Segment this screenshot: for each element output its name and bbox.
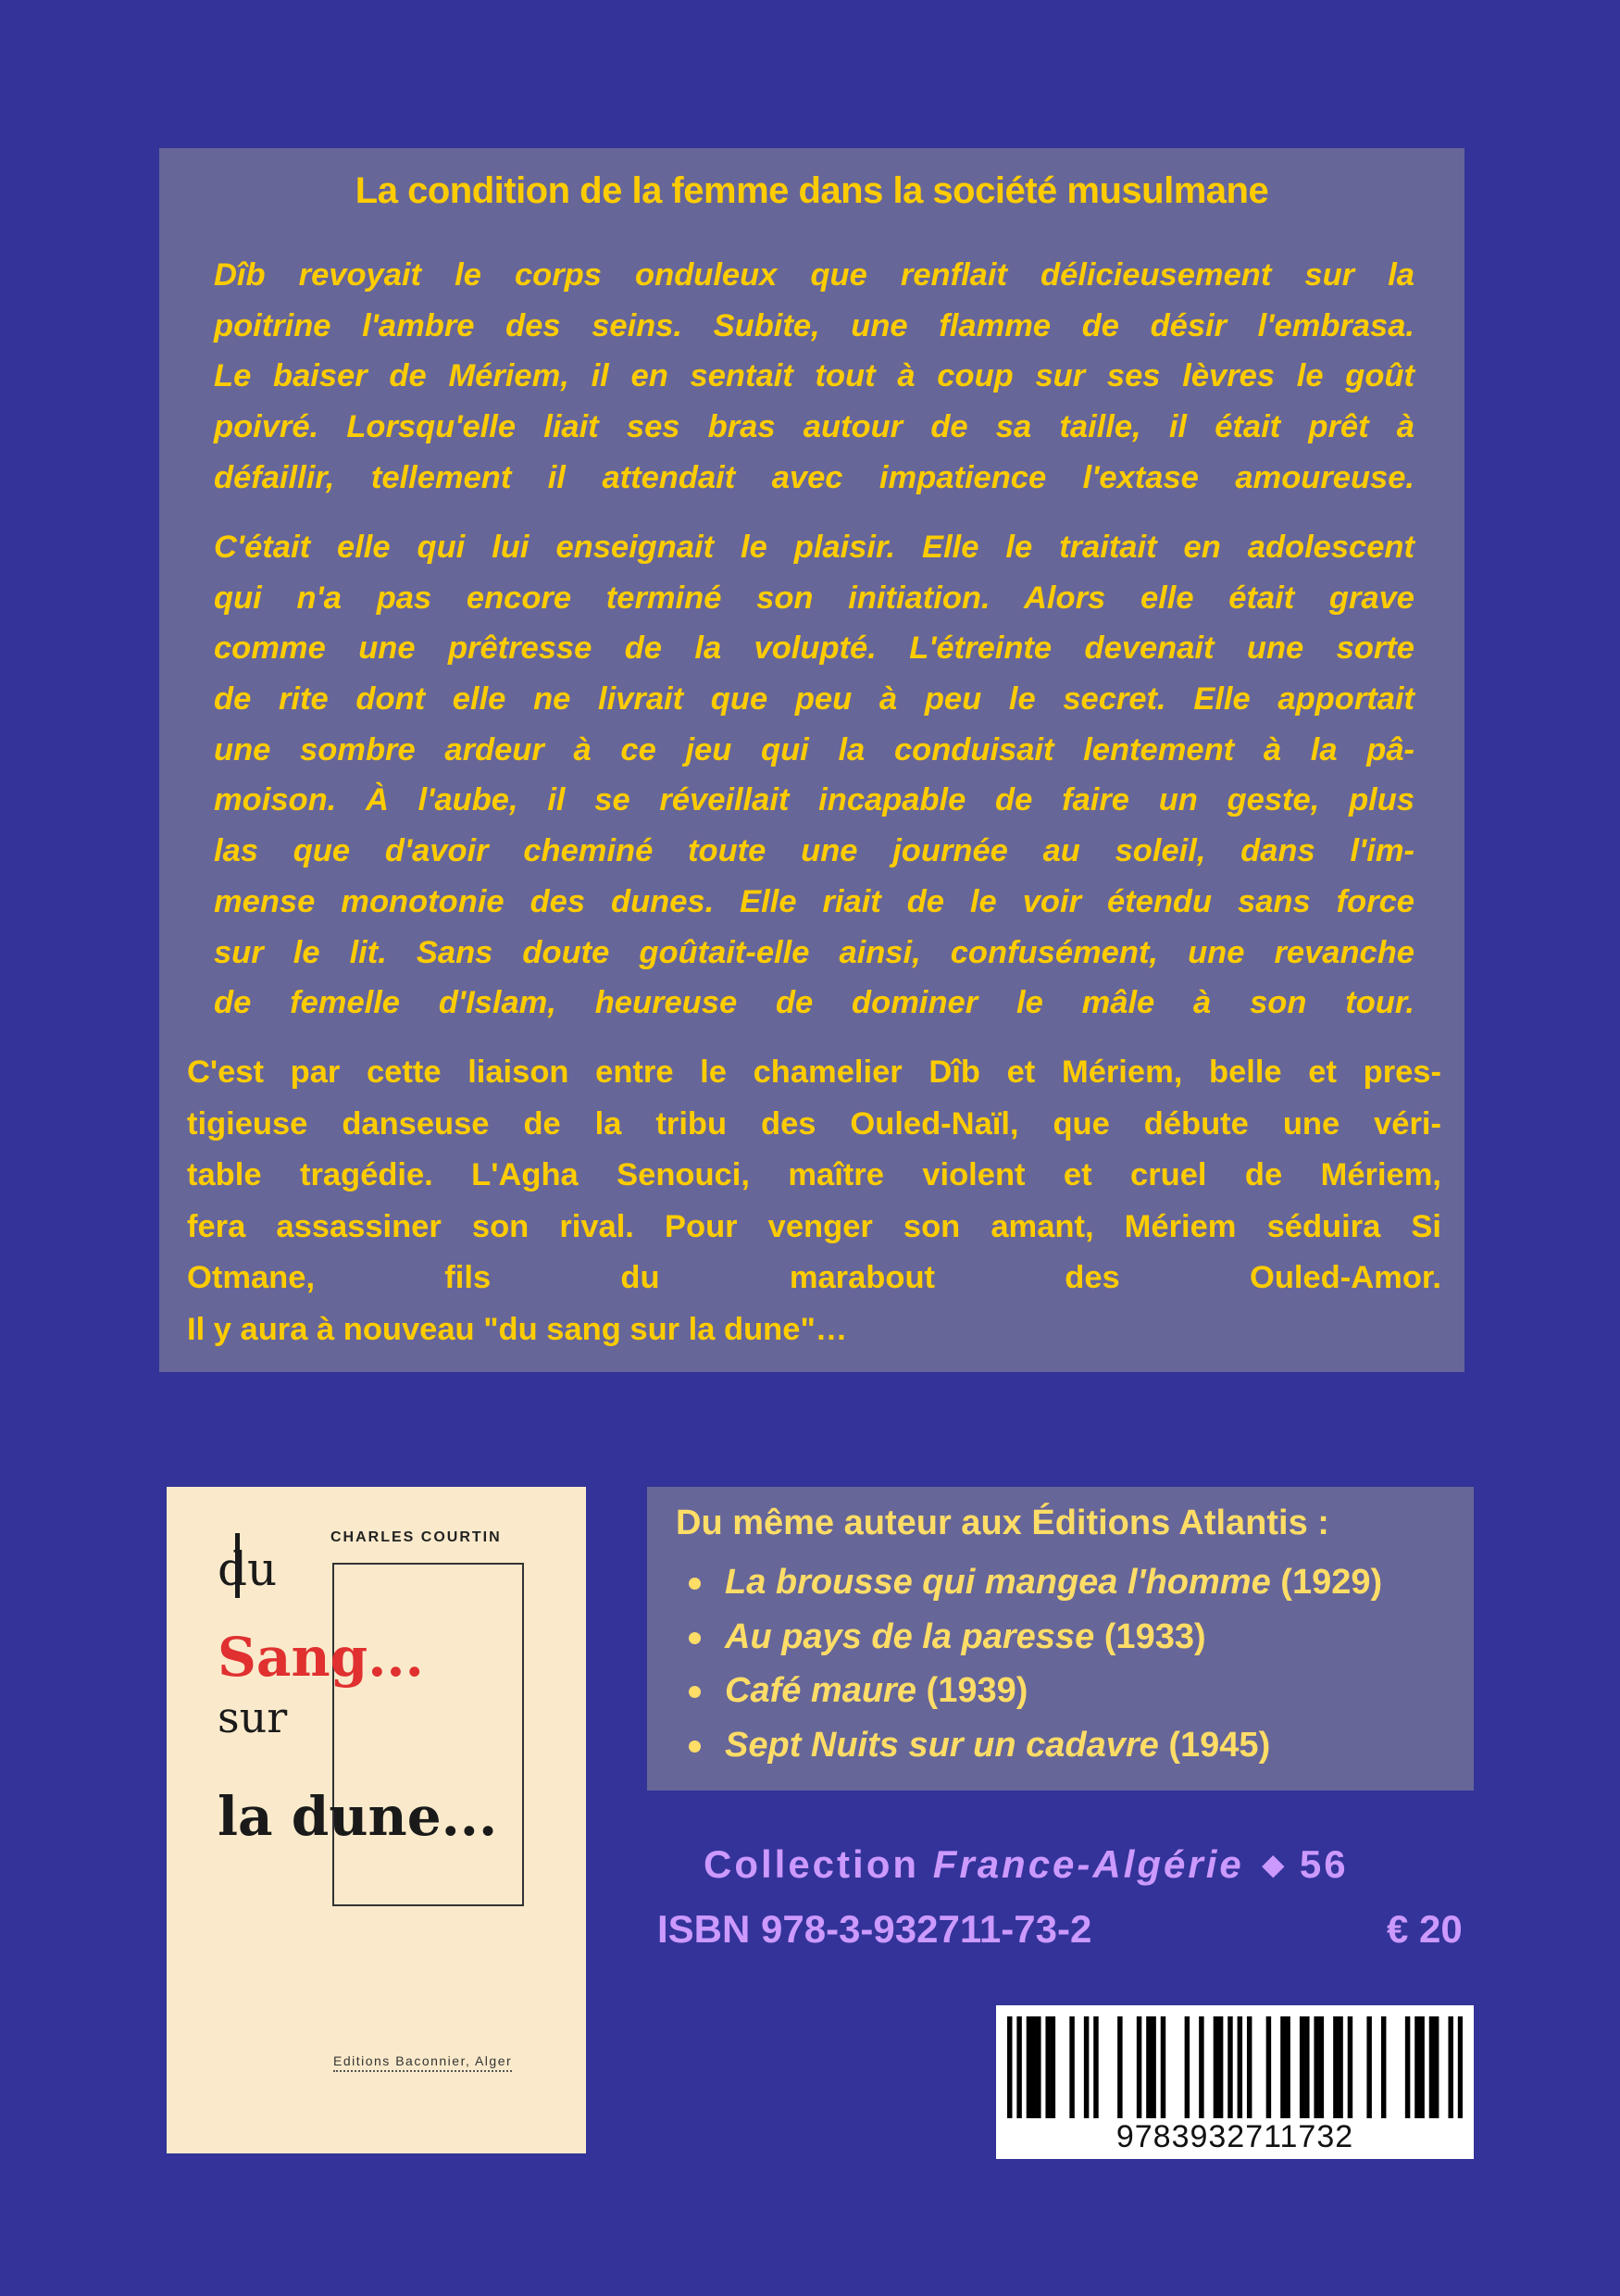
barcode-bar [1031, 2016, 1036, 2118]
text-line: las que d'avoir cheminé toute une journée au soleil, dans l'im- [214, 833, 1414, 869]
barcode-bar [1419, 2016, 1424, 2118]
text-line: tigieuse danseuse de la tribu des Ouled-Naïl, que débute une véri- [187, 1105, 1441, 1142]
work-title: Sept Nuits sur un cadavre [725, 1725, 1159, 1765]
barcode-bars [1007, 2016, 1463, 2118]
barcode-bar [1036, 2016, 1041, 2118]
barcode-bar [1448, 2016, 1452, 2118]
barcode-bar [1319, 2016, 1324, 2118]
barcode-bar [1300, 2016, 1304, 2118]
barcode-bar [1084, 2016, 1089, 2118]
text-line: C'est par cette liaison entre le chamelier Dîb et Mériem, belle et pres- [187, 1054, 1441, 1090]
list-item [676, 1555, 1382, 1610]
barcode-bar [1199, 2016, 1203, 2118]
work-year: (1945) [1168, 1725, 1271, 1765]
quote-paragraph-1 [214, 250, 1414, 503]
list-item [676, 1610, 1382, 1665]
blurb-title: La condition de la femme dans la société musulmane [355, 170, 1269, 211]
barcode-bar [1405, 2016, 1410, 2118]
barcode-bar [1333, 2016, 1338, 2118]
barcode-bar [1458, 2016, 1463, 2118]
text-line: poitrine l'ambre des seins. Subite, une flamme de désir l'embrasa. [214, 307, 1414, 343]
work-year: (1929) [1280, 1563, 1383, 1602]
barcode-bar [1414, 2016, 1419, 2118]
book-cover-image [167, 1487, 586, 2153]
other-works-list [676, 1555, 1382, 1772]
barcode-bar [1093, 2016, 1098, 2118]
text-line: de femelle d'Islam, heureuse de dominer le mâle à son tour. [214, 985, 1414, 1021]
cover-frame [332, 1563, 524, 1906]
text-line: moison. À l'aube, il se réveillait incapable de faire un geste, plus [214, 782, 1414, 818]
barcode-bar [1045, 2016, 1050, 2118]
cover-author: CHARLES COURTIN [330, 1529, 502, 1545]
barcode-bar [1314, 2016, 1318, 2118]
work-year: (1933) [1103, 1616, 1206, 1656]
bullet-icon [689, 1632, 701, 1644]
blurb-panel [159, 148, 1464, 1372]
bullet-icon [689, 1578, 701, 1590]
barcode-bar [1016, 2016, 1021, 2118]
work-title: Au pays de la paresse [725, 1616, 1095, 1656]
barcode-bar [1338, 2016, 1342, 2118]
bullet-icon [689, 1686, 701, 1698]
barcode-bar [1151, 2016, 1155, 2118]
text-line: qui n'a pas encore terminé son initiation. Alors elle était grave [214, 580, 1414, 616]
text-line: de rite dont elle ne livrait que peu à peu le secret. Elle apportait [214, 681, 1414, 718]
text-line: poivré. Lorsqu'elle liait ses bras autour de sa taille, il était prêt à [214, 409, 1414, 445]
barcode-bar [1429, 2016, 1434, 2118]
cover-word-la-dune: la dune... [218, 1785, 498, 1848]
text-line: mense monotonie des dunes. Elle riait de le voir étendu sans force [214, 883, 1414, 919]
collection-label: Collection [704, 1842, 920, 1886]
barcode-bar [1137, 2016, 1141, 2118]
text-line: une sombre ardeur à ce jeu qui la conduisait lentement à la pâ- [214, 731, 1414, 767]
barcode-bar [1117, 2016, 1122, 2118]
bullet-icon [689, 1741, 701, 1753]
text-line: comme une prêtresse de la volupté. L'étreinte devenait une sorte [214, 630, 1414, 667]
barcode-bar [1247, 2016, 1252, 2118]
isbn-text: ISBN 978-3-932711-73-2 [657, 1907, 1092, 1951]
quote-paragraph-2 [214, 522, 1414, 1029]
text-line: Il y aura à nouveau "du sang sur la dune"… [187, 1311, 848, 1347]
text-line: sur le lit. Sans doute goûtait-elle ainsi, confusément, une revanche [214, 934, 1414, 970]
text-line: fera assassiner son rival. Pour venger son amant, Mériem séduira Si [187, 1208, 1441, 1244]
barcode-bar [1381, 2016, 1386, 2118]
barcode-bar [1185, 2016, 1190, 2118]
barcode-bar [1161, 2016, 1165, 2118]
cover-word-sur: sur [218, 1692, 288, 1742]
collection-series: France-Algérie [932, 1842, 1244, 1886]
cover-word-du: du [218, 1542, 278, 1596]
barcode-bar [1366, 2016, 1371, 2118]
collection-line [704, 1842, 1349, 1887]
barcode-bar [1214, 2016, 1218, 2118]
barcode-bar [1348, 2016, 1352, 2118]
work-title: La brousse qui mangea l'homme [725, 1563, 1271, 1602]
barcode-bar [1069, 2016, 1074, 2118]
diamond-icon: ◆ [1262, 1850, 1287, 1880]
barcode-bar [1027, 2016, 1031, 2118]
barcode-bar [1266, 2016, 1271, 2118]
list-item [676, 1718, 1382, 1773]
text-line: table tragédie. L'Agha Senouci, maître violent et cruel de Mériem, [187, 1157, 1441, 1192]
price-text: € 20 [1387, 1907, 1463, 1951]
text-line: C'était elle qui lui enseignait le plaisir. Elle le traitait en adolescent [214, 530, 1414, 565]
barcode-bar [1434, 2016, 1439, 2118]
barcode-digits: 9783932711732 [1115, 2119, 1354, 2154]
barcode-bar [1280, 2016, 1285, 2118]
barcode-bar [1304, 2016, 1309, 2118]
work-title: Café maure [725, 1671, 916, 1710]
barcode-bar [1218, 2016, 1223, 2118]
barcode-bar [1227, 2016, 1232, 2118]
other-works-panel [647, 1487, 1474, 1791]
barcode [996, 2005, 1474, 2159]
barcode-bar [1238, 2016, 1242, 2118]
barcode-bar [1146, 2016, 1151, 2118]
barcode-bar [1285, 2016, 1290, 2118]
text-line: Otmane, fils du marabout des Ouled-Amor. [187, 1260, 1441, 1295]
text-line: Le baiser de Mériem, il en sentait tout à coup sur ses lèvres le goût [214, 358, 1414, 394]
barcode-bar [1007, 2016, 1012, 2118]
text-line: Dîb revoyait le corps onduleux que renflait délicieusement sur la [214, 257, 1414, 293]
cover-word-sang: Sang... [218, 1626, 424, 1689]
cover-publisher: Editions Baconnier, Alger [333, 2053, 512, 2072]
collection-number: 56 [1299, 1842, 1349, 1886]
barcode-bar [1051, 2016, 1055, 2118]
other-works-heading: Du même auteur aux Éditions Atlantis : [676, 1504, 1329, 1542]
text-line: défaillir, tellement il attendait avec impatience l'extase amoureuse. [214, 459, 1414, 495]
summary-paragraph [187, 1047, 1441, 1355]
work-year: (1939) [926, 1671, 1028, 1710]
list-item [676, 1664, 1382, 1718]
